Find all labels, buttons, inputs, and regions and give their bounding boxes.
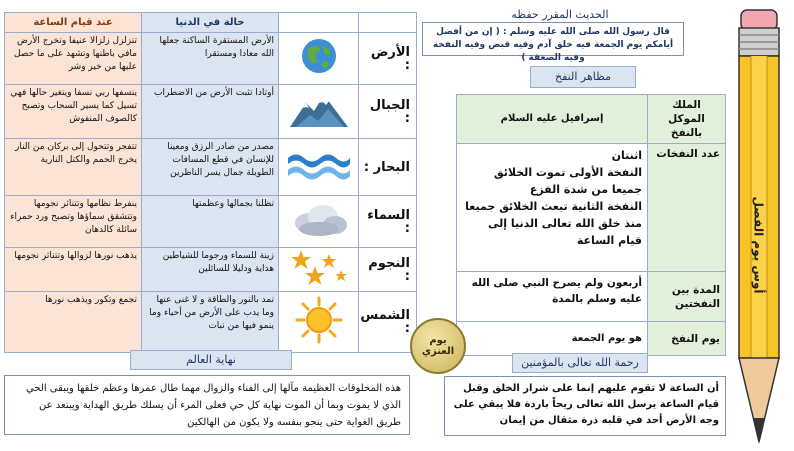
header-end: عند قيام الساعة bbox=[5, 13, 142, 33]
world-state: مصدر من صادر الرزق ومعينا للإنسان في قطع المسافات الطويلة جمال يسر الناظرين bbox=[142, 139, 279, 196]
world-end-title: نهاية العالم bbox=[130, 350, 292, 370]
blank-header-cell bbox=[279, 13, 359, 33]
world-state: زينة للسماء ورجوما للشياطين هداية ودليلا للسائلين bbox=[142, 248, 279, 292]
row-name: السماء : bbox=[359, 196, 417, 248]
world-state: تظلنا بجمالها وعظمتها bbox=[142, 196, 279, 248]
hadith-text: قال رسول الله صلى الله عليه وسلم : ( إن من أفضل أيامكم يوم الجمعة فيه خلق آدم وفيه قبض وفيه النفخة وفيه الصعقة ) bbox=[432, 27, 674, 63]
nafkh-label: الملك الموكل بالنفخ bbox=[648, 95, 726, 144]
nafkh-label: يوم النفخ bbox=[648, 322, 726, 356]
hadith-box bbox=[422, 22, 684, 63]
end-state: يذهب نورها لزوالها وتتناثر نجومها bbox=[5, 248, 142, 292]
waves-icon bbox=[286, 148, 352, 182]
stars-icon bbox=[289, 248, 349, 286]
world-state: أوتادا تثبت الأرض من الاضطراب bbox=[142, 85, 279, 139]
nafkh-value: اثنتان النفخة الأولى تموت الخلائق جميعا من شدة الفزع النفخة الثانية تبعث الخلائق جميعا منذ خلق الله تعالى الدنيا إلى قيام الساعة bbox=[457, 144, 648, 272]
mercy-text: أن الساعة لا تقوم عليهم إنما على شرار الخلق وقبل قيام الساعة يرسل الله تعالى ريحاً باردة فلا يبقي على وجه الأرض أحد في قلبه ذرة مثقال من إيمان bbox=[453, 383, 719, 426]
nafkh-value: أربعون ولم يصرح النبي صلى الله عليه وسلم بالمدة bbox=[457, 272, 648, 322]
stamp-badge bbox=[410, 318, 466, 374]
pencil-label bbox=[744, 170, 774, 320]
end-state: تتفجر وتتحول إلى بركان من النار يخرج الحمم والكتل النارية bbox=[5, 139, 142, 196]
world-state: تمد بالنور والطاقة و لا غنى عنها وما يدب على الأرض من أحياء وما ينمو فيها من نبات bbox=[142, 292, 279, 353]
mountain-icon bbox=[288, 89, 350, 129]
pencil-text: أوس يوم الفصل bbox=[751, 196, 766, 294]
nafkh-label: عدد النفخات bbox=[648, 144, 726, 272]
end-state: ينفرط نظامها وتتناثر نجومها وتتشقق سماؤها وتصبح ورد حمراء سائلة كالدهان bbox=[5, 196, 142, 248]
world-end-box bbox=[4, 375, 410, 435]
mercy-title: رحمة الله تعالى بالمؤمنين bbox=[512, 353, 648, 373]
hadith-title: الحديث المقرر حفظه bbox=[511, 8, 609, 21]
end-state: تجمع وتكور ويذهب نورها bbox=[5, 292, 142, 353]
cloud-icon bbox=[287, 199, 351, 239]
comparison-table bbox=[4, 12, 417, 353]
blank-header-cell bbox=[359, 13, 417, 33]
nafkh-value: هو يوم الجمعة bbox=[457, 322, 648, 356]
end-state: ينسفها ربي نسفا ويتغير حالها فهي تسيل كما يسير السحاب وتصبح كالصوف المنفوش bbox=[5, 85, 142, 139]
earth-icon bbox=[299, 36, 339, 76]
header-world: حالة في الدنيا bbox=[142, 13, 279, 33]
nafkh-label: المدة بين النفختين bbox=[648, 272, 726, 322]
world-state: الأرض المستقرة الساكنة جعلها الله معادا ومستقرا bbox=[142, 33, 279, 85]
world-end-text: هذه المخلوقات العظيمة مآلها إلى الفناء والزوال مهما طال عمرها وعظم خلقها ويبقى الحي الذي لا يموت وبما أن الموت نهاية كل حي فعلى المرء أن يسلك طريق الهداية ويبتعد عن طريق الغواية حتى ينجو بنفسه ولا يكون من الهالكين bbox=[26, 383, 401, 428]
nafkh-table bbox=[456, 94, 726, 356]
row-name: الشمس : bbox=[359, 292, 417, 353]
stamp-text: يوم العنزي bbox=[421, 335, 455, 357]
nafkh-value: إسرافيل عليه السلام bbox=[457, 95, 648, 144]
end-state: تتزلزل زلزالا عنيفا وتخرج الأرض مافي باطنها وتشهد على ما حصل عليها من خير وشر bbox=[5, 33, 142, 85]
sun-icon bbox=[295, 296, 343, 344]
row-name: الأرض : bbox=[359, 33, 417, 85]
mercy-box bbox=[444, 376, 726, 436]
row-name: الجبال : bbox=[359, 85, 417, 139]
row-name: البحار : bbox=[359, 139, 417, 196]
row-name: النجوم : bbox=[359, 248, 417, 292]
nafkh-title: مظاهر النفخ bbox=[530, 66, 636, 88]
